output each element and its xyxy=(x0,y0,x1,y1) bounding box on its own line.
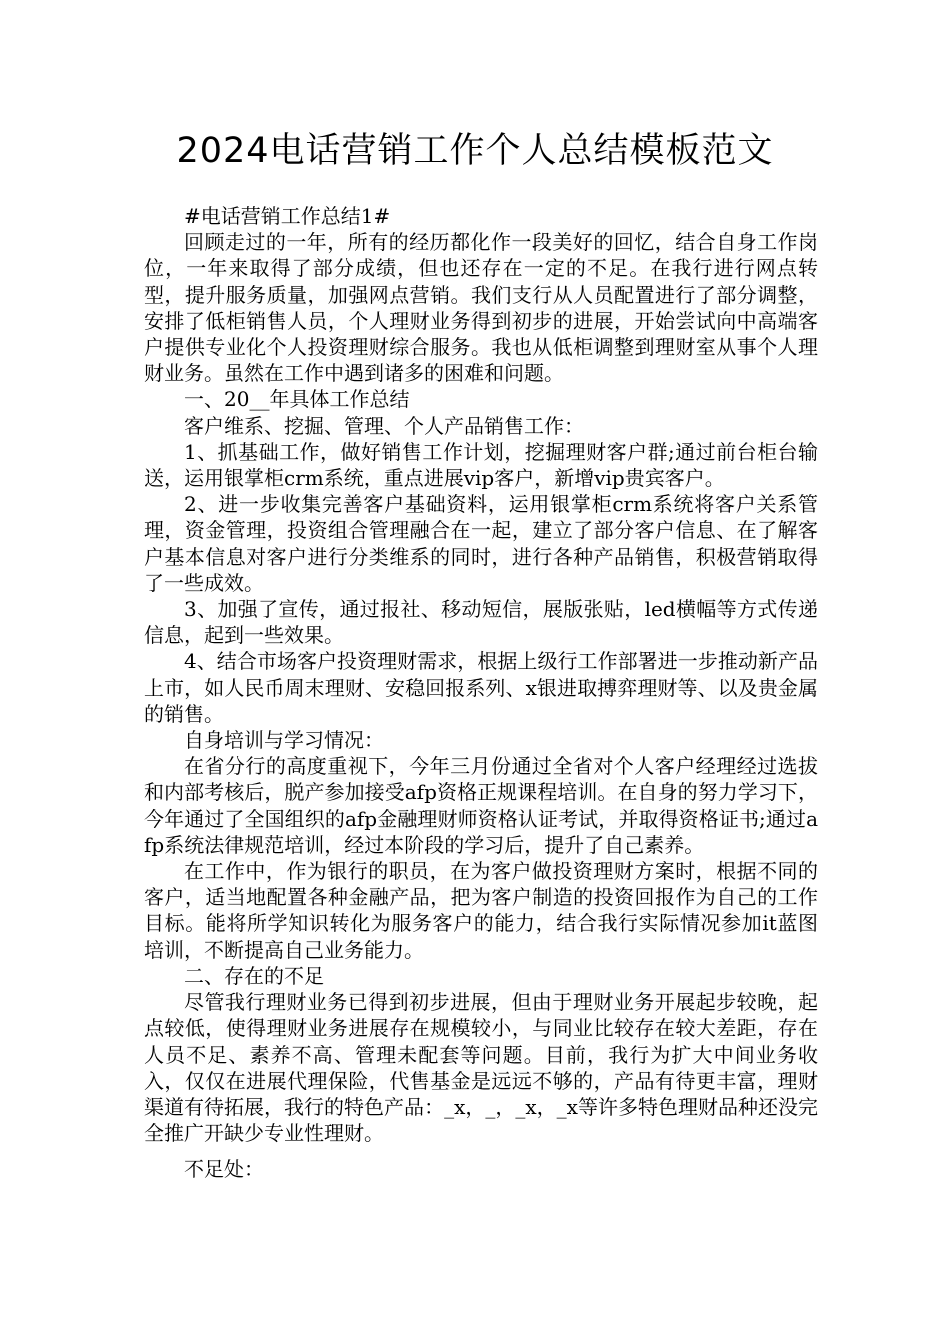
document-body xyxy=(144,203,818,1183)
list-item: 2、进一步收集完善客户基础资料，运用银掌柜crm系统将客户关系管理，资金管理，投资组合管理融合在一起，建立了部分客户信息、在了解客户基本信息对客户进行分类维系的同时，进行各种产品销售，积极营销取得了一些成效。 xyxy=(144,492,818,595)
section-heading: #电话营销工作总结1# xyxy=(184,204,391,228)
section-heading: 二、存在的不足 xyxy=(184,963,324,988)
section-heading: 一、20__年具体工作总结 xyxy=(184,387,410,412)
paragraph: 回顾走过的一年，所有的经历都化作一段美好的回忆，结合自身工作岗位，一年来取得了部分成绩，但也还存在一定的不足。在我行进行网点转型，提升服务质量，加强网点营销。我们支行从人员配置进行了部分调整，安排了低柜销售人员，个人理财业务得到初步的进展，开始尝试向中高端客户提供专业化个人投资理财综合服务。我也从低柜调整到理财室从事个人理财业务。虽然在工作中遇到诸多的困难和问题。 xyxy=(144,230,818,386)
sub-heading: 客户维系、挖掘、管理、个人产品销售工作： xyxy=(184,413,584,438)
paragraph: 尽管我行理财业务已得到初步进展，但由于理财业务开展起步较晚，起点较低，使得理财业务进展存在规模较小，与同业比较存在较大差距，存在人员不足、素养不高、管理未配套等问题。目前，我行为扩大中间业务收入，仅仅在进展代理保险，代售基金是远远不够的，产品有待更丰富，理财渠道有待拓展，我行的特色产品：_x，_，_x，_x等许多特色理财品种还没完全推广开缺少专业性理财。 xyxy=(144,990,818,1146)
document-title: 2024电话营销工作个人总结模板范文 xyxy=(176,131,774,171)
list-item: 3、加强了宣传，通过报社、移动短信，展版张贴，led横幅等方式传递信息，起到一些效果。 xyxy=(144,597,818,648)
paragraph: 在省分行的高度重视下，今年三月份通过全省对个人客户经理经过选拔和内部考核后，脱产参加接受afp资格正规课程培训。在自身的努力学习下，今年通过了全国组织的afp金融理财师资格认证考试，并取得资格证书;通过afp系统法律规范培训，经过本阶段的学习后，提升了自己素养。 xyxy=(144,754,818,857)
list-item: 4、结合市场客户投资理财需求，根据上级行工作部署进一步推动新产品上市，如人民币周末理财、安稳回报系列、x银进取搏弈理财等、以及贵金属的销售。 xyxy=(144,649,818,726)
paragraph: 在工作中，作为银行的职员，在为客户做投资理财方案时，根据不同的客户，适当地配置各种金融产品，把为客户制造的投资回报作为自己的工作目标。能将所学知识转化为服务客户的能力，结合我行实际情况参加it蓝图培训，不断提高自己业务能力。 xyxy=(144,859,818,962)
sub-heading: 自身培训与学习情况： xyxy=(184,728,384,753)
sub-heading: 不足处： xyxy=(184,1157,264,1182)
list-item: 1、抓基础工作，做好销售工作计划，挖掘理财客户群;通过前台柜台输送，运用银掌柜crm系统，重点进展vip客户，新增vip贵宾客户。 xyxy=(144,439,818,491)
